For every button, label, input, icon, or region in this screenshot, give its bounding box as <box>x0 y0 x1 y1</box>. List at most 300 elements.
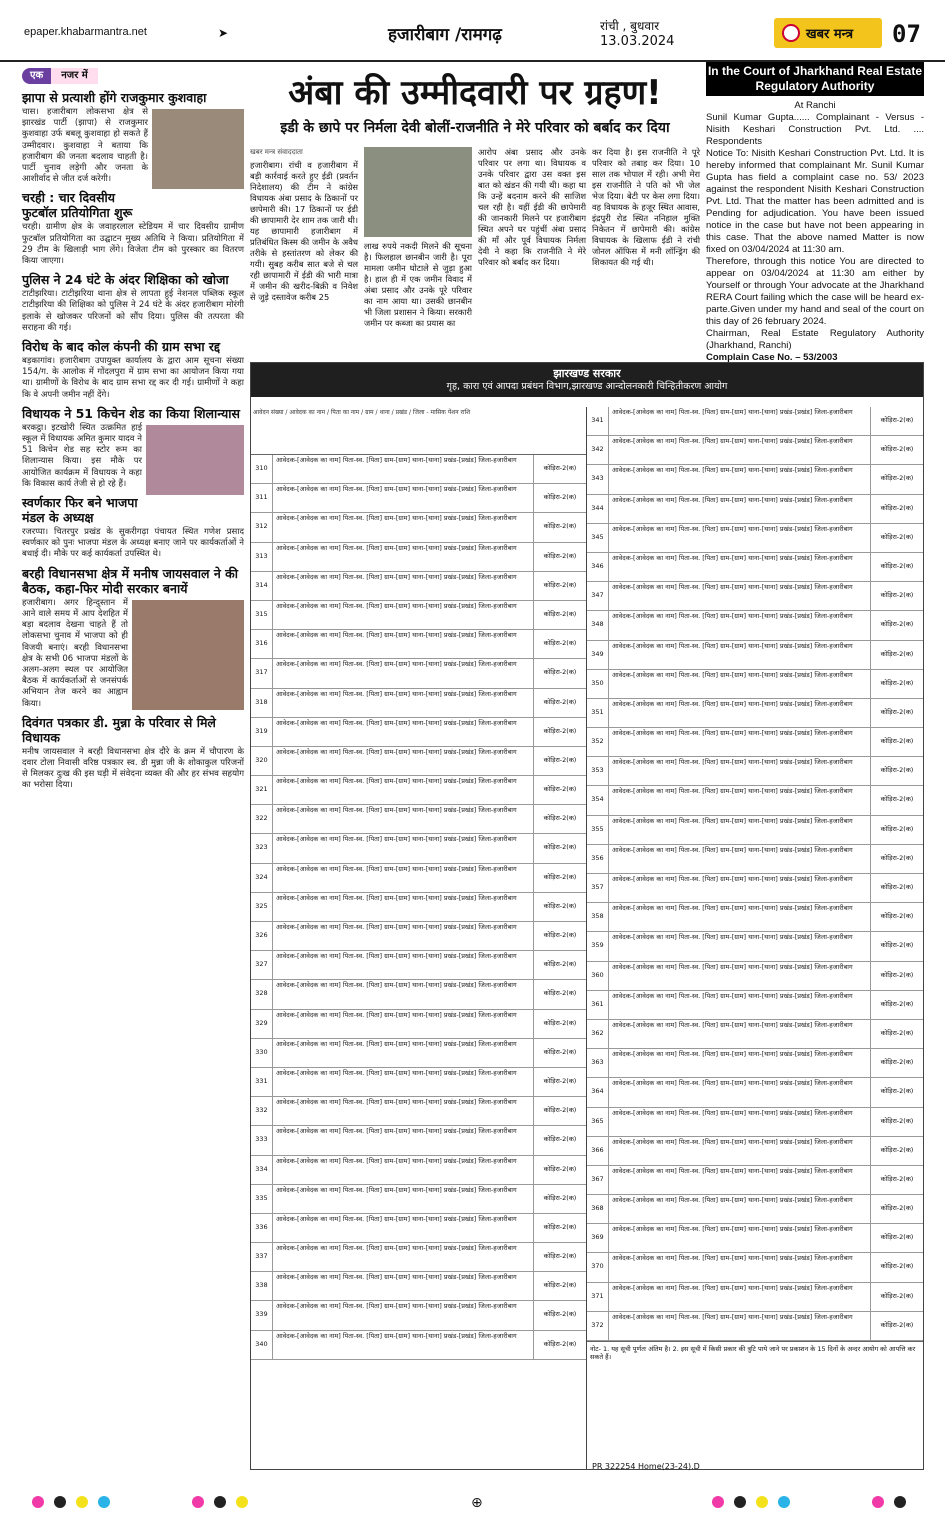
row-serial: 315 <box>251 601 273 629</box>
cmyk-dot <box>756 1496 768 1508</box>
row-details: आवेदक-[आवेदक का नाम] पिता-स्व. [पिता] ग्राम-[ग्राम] थाना-[थाना] प्रखंड-[प्रखंड] जिला-हजारीबाग <box>273 1156 534 1184</box>
story-headline: विधायक ने 51 किचेन शेड का किया शिलान्यास <box>22 405 240 421</box>
row-amount: कोड़िरा-2(क) <box>880 1291 914 1300</box>
table-row <box>251 659 586 688</box>
lead-text: हजारीबाग। रांची व हजारीबाग में बड़ी कार्रवाई करते हुए ईडी (प्रवर्तन निदेशालय) की टीम ने कांग्रेस विधायक अंबा प्रसाद के ठिकानों पर छापेमारी की। 17 ठिकानों पर ईडी की छापामारी देर शाम तक जारी थी। यह छापामारी हजारीबाग में प्रतिबंधित किस्म की जमीन के अवैध तरीके से हस्तांतरण को लेकर की गयी। सुबह करीब सात बजे से चल रही छापामारी में ईडी की भारी मात्रा में जमीन की खरीद-बिक्री व निवेश से जुड़े दस्तावेज करीब 25 <box>250 160 358 302</box>
row-serial: 366 <box>587 1137 609 1165</box>
row-serial: 371 <box>587 1283 609 1311</box>
table-row <box>587 932 923 961</box>
date-label: 13.03.2024 <box>600 34 675 49</box>
row-amount: कोड़िरा-2(क) <box>543 1339 577 1348</box>
row-serial: 311 <box>251 484 273 512</box>
govt-department: गृह, कारा एवं आपदा प्रबंधन विभाग,झारखण्ड आन्दोलनकारी चिन्हितीकरण आयोग <box>446 381 728 392</box>
row-serial: 325 <box>251 893 273 921</box>
table-row <box>587 816 923 845</box>
table-row <box>587 611 923 640</box>
row-amount: कोड़िरा-2(क) <box>880 474 914 483</box>
newspaper-logo <box>774 18 882 48</box>
row-amount: कोड़िरा-2(क) <box>543 931 577 939</box>
table-row <box>251 601 586 630</box>
row-details: आवेदक-[आवेदक का नाम] पिता-स्व. [पिता] ग्राम-[ग्राम] थाना-[थाना] प्रखंड-[प्रखंड] जिला-हजारीबाग <box>273 543 534 571</box>
row-serial: 317 <box>251 659 273 687</box>
row-serial: 335 <box>251 1185 273 1213</box>
row-amount: कोड़िरा-2(क) <box>880 883 914 891</box>
row-details: आवेदक-[आवेदक का नाम] पिता-स्व. [पिता] ग्राम-[ग्राम] थाना-[थाना] प्रखंड-[प्रखंड] जिला-हजारीबाग <box>273 659 534 687</box>
row-details: आवेदक-[आवेदक का नाम] पिता-स्व. [पिता] ग्राम-[ग्राम] थाना-[थाना] प्रखंड-[प्रखंड] जिला-हजारीबाग <box>273 513 534 541</box>
table-row <box>587 1166 923 1195</box>
row-amount: कोड़िरा-2(क) <box>543 697 577 706</box>
row-details: आवेदक-[आवेदक का नाम] पिता-स्व. [पिता] ग्राम-[ग्राम] थाना-[थाना] प्रखंड-[प्रखंड] जिला-हजारीबाग <box>273 1243 534 1271</box>
notice-parties: Sunil Kumar Gupta...... Complainant - Versus - Nisith Keshari Construction Pvt. Ltd. .... Respondents <box>706 112 924 147</box>
row-amount: कोड़िरा-2(क) <box>543 639 577 648</box>
row-amount: कोड़िरा-2(क) <box>880 824 914 833</box>
table-row <box>587 728 923 757</box>
row-amount: कोड़िरा-2(क) <box>543 551 577 560</box>
row-details: आवेदक-[आवेदक का नाम] पिता-स्व. [पिता] ग्राम-[ग्राम] थाना-[थाना] प्रखंड-[प्रखंड] जिला-हजारीबाग <box>609 816 871 844</box>
table-row <box>587 1020 923 1049</box>
row-amount: कोड़िरा-2(क) <box>880 416 914 424</box>
table-row <box>587 436 923 465</box>
story-body: बड़कागांव। हजारीबाग उपायुक्त कार्यालय के द्वारा आम सूचना संख्या 154/ग. के आलोक में गोंदलपुरा में ग्राम सभा का आयोजन किया गया था। ग्रामीणों के विरोध के बाद ग्राम सभा रद्द कर दी गई। ग्रामीणों ने कहा कि वे अपनी जमीन नहीं देंगे। <box>22 356 244 400</box>
notice-signature: Chairman, Real Estate Regulatory Authority (Jharkhand, Ranchi) <box>706 328 924 351</box>
table-row <box>587 1195 923 1224</box>
row-serial: 351 <box>587 699 609 727</box>
row-details: आवेदक-[आवेदक का नाम] पिता-स्व. [पिता] ग्राम-[ग्राम] थाना-[थाना] प्रखंड-[प्रखंड] जिला-हजारीबाग <box>609 845 871 873</box>
row-amount: कोड़िरा-2(क) <box>543 785 577 794</box>
row-details: आवेदक-[आवेदक का नाम] पिता-स्व. [पिता] ग्राम-[ग्राम] थाना-[थाना] प्रखंड-[प्रखंड] जिला-हजारीबाग <box>273 630 534 658</box>
row-amount: कोड़िरा-2(क) <box>880 532 914 541</box>
row-amount: कोड़िरा-2(क) <box>543 1106 577 1115</box>
row-details: आवेदक-[आवेदक का नाम] पिता-स्व. [पिता] ग्राम-[ग्राम] थाना-[थाना] प्रखंड-[प्रखंड] जिला-हजारीबाग <box>609 1078 871 1106</box>
row-details: आवेदक-[आवेदक का नाम] पिता-स्व. [पिता] ग्राम-[ग्राम] थाना-[थाना] प्रखंड-[प्रखंड] जिला-हजारीबाग <box>273 455 534 483</box>
news-photo <box>132 600 244 710</box>
row-serial: 326 <box>251 922 273 950</box>
row-amount: कोड़िरा-2(क) <box>543 989 577 998</box>
lead-columns <box>250 147 700 329</box>
table-row <box>251 484 586 513</box>
row-serial: 324 <box>251 864 273 892</box>
row-serial: 342 <box>587 436 609 464</box>
court-notice <box>706 62 924 363</box>
table-row <box>587 1137 923 1166</box>
cmyk-dot <box>778 1496 790 1508</box>
row-serial: 341 <box>587 407 609 435</box>
table-row <box>251 1010 586 1039</box>
row-details: आवेदक-[आवेदक का नाम] पिता-स्व. [पिता] ग्राम-[ग्राम] थाना-[थाना] प्रखंड-[प्रखंड] जिला-हजारीबाग <box>273 980 534 1008</box>
table-row <box>587 582 923 611</box>
table-row <box>587 641 923 670</box>
story-body: मनीष जायसवाल ने बरही विधानसभा क्षेत्र दौरे के क्रम में चौपारण के दवार टोला निवासी वरिष्ठ पत्रकार स्व. डी मुन्ना जी के शोकाकुल परिजनों से मिलकर दुःख की इस घड़ी में संवेदना व्यक्त की और हर संभव सहयोग का भरोसा दिया। <box>22 746 244 791</box>
row-amount: कोड़िरा-2(क) <box>880 1087 914 1096</box>
row-serial: 310 <box>251 455 273 483</box>
row-amount: कोड़िरा-2(क) <box>543 1047 577 1056</box>
row-amount: कोड़िरा-2(क) <box>880 503 914 512</box>
table-row <box>251 1301 586 1330</box>
cmyk-dot <box>872 1496 884 1508</box>
table-row <box>587 991 923 1020</box>
row-amount: कोड़िरा-2(क) <box>543 843 577 852</box>
lead-story <box>250 66 700 356</box>
row-amount: कोड़िरा-2(क) <box>880 649 914 658</box>
section-label: नजर में <box>51 68 98 83</box>
table-row <box>587 962 923 991</box>
row-amount: कोड़िरा-2(क) <box>880 1320 914 1329</box>
table-row <box>587 1312 923 1341</box>
lead-text: कर दिया है। इस राजनीति ने पूरे परिवार को तबाह कर दिया। 10 साल तक भोपाल में रही। अभी मेरा इस राजनीति ने पति को भी जेल भेज दिया। बेटी पर केस लगा दिया। वह विधायक के हजूर स्थित आवास, इंद्रपुरी रोड स्थित ननिहाल मुक्ति निकेतन में छापेमारी की। कांग्रेस विधायक के खिलाफ ईडी ने रांची जोनल ऑफिस में मनी लॉन्ड्रिंग की शिकायत की गई थी। <box>592 147 700 267</box>
row-amount: कोड़िरा-2(क) <box>880 1262 914 1271</box>
row-amount: कोड़िरा-2(क) <box>880 999 914 1008</box>
row-details: आवेदक-[आवेदक का नाम] पिता-स्व. [पिता] ग्राम-[ग्राम] थाना-[थाना] प्रखंड-[प्रखंड] जिला-हजारीबाग <box>609 962 871 990</box>
row-serial: 346 <box>587 553 609 581</box>
row-details: आवेदक-[आवेदक का नाम] पिता-स्व. [पिता] ग्राम-[ग्राम] थाना-[थाना] प्रखंड-[प्रखंड] जिला-हजारीबाग <box>609 1253 871 1281</box>
row-amount: कोड़िरा-2(क) <box>880 707 914 716</box>
row-amount: कोड़िरा-2(क) <box>880 591 914 600</box>
government-notice <box>250 362 924 1470</box>
row-serial: 353 <box>587 757 609 785</box>
row-amount: कोड़िरा-2(क) <box>880 737 914 746</box>
cmyk-dot <box>54 1496 66 1508</box>
row-details: आवेदक-[आवेदक का नाम] पिता-स्व. [पिता] ग्राम-[ग्राम] थाना-[थाना] प्रखंड-[प्रखंड] जिला-हजारीबाग <box>609 524 871 552</box>
row-serial: 362 <box>587 1020 609 1048</box>
brief-story <box>22 566 244 710</box>
cmyk-dot <box>734 1496 746 1508</box>
row-amount: कोड़िरा-2(क) <box>880 766 914 775</box>
row-amount: कोड़िरा-2(क) <box>880 1028 914 1037</box>
row-details: आवेदक-[आवेदक का नाम] पिता-स्व. [पिता] ग्राम-[ग्राम] थाना-[थाना] प्रखंड-[प्रखंड] जिला-हजारीबाग <box>273 747 534 775</box>
row-amount: कोड़िरा-2(क) <box>880 1233 914 1242</box>
row-serial: 329 <box>251 1010 273 1038</box>
row-serial: 370 <box>587 1253 609 1281</box>
row-details: आवेदक-[आवेदक का नाम] पिता-स्व. [पिता] ग्राम-[ग्राम] थाना-[थाना] प्रखंड-[प्रखंड] जिला-हजारीबाग <box>609 1224 871 1252</box>
row-serial: 320 <box>251 747 273 775</box>
table-row <box>251 1039 586 1068</box>
row-serial: 316 <box>251 630 273 658</box>
row-details: आवेदक-[आवेदक का नाम] पिता-स्व. [पिता] ग्राम-[ग्राम] थाना-[थाना] प्रखंड-[प्रखंड] जिला-हजारीबाग <box>609 1137 871 1165</box>
row-amount: कोड़िरा-2(क) <box>880 561 914 570</box>
cmyk-dot <box>192 1496 204 1508</box>
row-amount: कोड़िरा-2(क) <box>543 493 577 502</box>
row-serial: 356 <box>587 845 609 873</box>
row-amount: कोड़िरा-2(क) <box>543 901 577 910</box>
row-amount: कोड़िरा-2(क) <box>543 609 577 618</box>
row-details: आवेदक-[आवेदक का नाम] पिता-स्व. [पिता] ग्राम-[ग्राम] थाना-[थाना] प्रखंड-[प्रखंड] जिला-हजारीबाग <box>273 834 534 862</box>
row-details: आवेदक-[आवेदक का नाम] पिता-स्व. [पिता] ग्राम-[ग्राम] थाना-[थाना] प्रखंड-[प्रखंड] जिला-हजारीबाग <box>609 670 871 698</box>
crosshair-icon: ⊕ <box>471 1495 483 1511</box>
row-serial: 352 <box>587 728 609 756</box>
brief-story <box>22 90 244 185</box>
table-row <box>251 718 586 747</box>
row-serial: 337 <box>251 1243 273 1271</box>
row-details: आवेदक-[आवेदक का नाम] पिता-स्व. [पिता] ग्राम-[ग्राम] थाना-[थाना] प्रखंड-[प्रखंड] जिला-हजारीबाग <box>273 1039 534 1067</box>
row-serial: 338 <box>251 1272 273 1300</box>
row-serial: 322 <box>251 805 273 833</box>
row-amount: कोड़िरा-2(क) <box>880 1204 914 1213</box>
row-serial: 312 <box>251 513 273 541</box>
row-serial: 314 <box>251 572 273 600</box>
row-amount: कोड़िरा-2(क) <box>543 580 577 589</box>
row-details: आवेदक-[आवेदक का नाम] पिता-स्व. [पिता] ग्राम-[ग्राम] थाना-[थाना] प्रखंड-[प्रखंड] जिला-हजारीबाग <box>273 1097 534 1125</box>
row-details: आवेदक-[आवेदक का नाम] पिता-स्व. [पिता] ग्राम-[ग्राम] थाना-[थाना] प्रखंड-[प्रखंड] जिला-हजारीबाग <box>609 903 871 931</box>
row-amount: कोड़िरा-2(क) <box>880 1145 914 1154</box>
row-amount: कोड़िरा-2(क) <box>543 814 577 823</box>
row-serial: 348 <box>587 611 609 639</box>
table-row <box>251 1185 586 1214</box>
day-label: रांची , बुधवार <box>600 19 660 33</box>
row-amount: कोड़िरा-2(क) <box>543 1310 577 1319</box>
site-url[interactable]: epaper.khabarmantra.net <box>24 26 147 38</box>
row-amount: कोड़िरा-2(क) <box>880 1116 914 1125</box>
row-serial: 318 <box>251 689 273 717</box>
row-serial: 368 <box>587 1195 609 1223</box>
row-details: आवेदक-[आवेदक का नाम] पिता-स्व. [पिता] ग्राम-[ग्राम] थाना-[थाना] प्रखंड-[प्रखंड] जिला-हजारीबाग <box>273 951 534 979</box>
table-row <box>587 670 923 699</box>
row-serial: 330 <box>251 1039 273 1067</box>
row-details: आवेदक-[आवेदक का नाम] पिता-स्व. [पिता] ग्राम-[ग्राम] थाना-[थाना] प्रखंड-[प्रखंड] जिला-हजारीबाग <box>609 436 871 464</box>
row-serial: 364 <box>587 1078 609 1106</box>
row-amount: कोड़िरा-2(क) <box>543 755 577 764</box>
story-body: बरकट्ठा। इटखोरी स्थित उत्क्रमित हाई स्कूल में विधायक अमित कुमार यादव ने 51 किचेन शेड सह स्टोर रूम का शिलान्यास किया। इस मौके पर आयोजित कार्यक्रम में विधायक ने कहा कि विकास कार्य तेजी से हो रहे हैं। <box>22 422 142 489</box>
row-amount: कोड़िरा-2(क) <box>543 668 577 677</box>
row-details: आवेदक-[आवेदक का नाम] पिता-स्व. [पिता] ग्राम-[ग्राम] थाना-[थाना] प्रखंड-[प्रखंड] जिला-हजारीबाग <box>609 932 871 960</box>
page-number: 07 <box>892 20 921 48</box>
row-details: आवेदक-[आवेदक का नाम] पिता-स्व. [पिता] ग्राम-[ग्राम] थाना-[थाना] प्रखंड-[प्रखंड] जिला-हजारीबाग <box>609 407 871 435</box>
row-amount: कोड़िरा-2(क) <box>880 1174 914 1183</box>
city-title: हजारीबाग /रामगढ़ <box>388 25 502 45</box>
news-in-brief-column <box>22 66 244 1471</box>
row-amount: कोड़िरा-2(क) <box>880 853 914 862</box>
row-details: आवेदक-[आवेदक का नाम] पिता-स्व. [पिता] ग्राम-[ग्राम] थाना-[थाना] प्रखंड-[प्रखंड] जिला-हजारीबाग <box>609 1049 871 1077</box>
table-row <box>251 805 586 834</box>
row-serial: 360 <box>587 962 609 990</box>
row-details: आवेदक-[आवेदक का नाम] पिता-स्व. [पिता] ग्राम-[ग्राम] थाना-[थाना] प्रखंड-[प्रखंड] जिला-हजारीबाग <box>609 757 871 785</box>
beneficiary-table-left <box>251 407 587 1469</box>
row-details: आवेदक-[आवेदक का नाम] पिता-स्व. [पिता] ग्राम-[ग्राम] थाना-[थाना] प्रखंड-[प्रखंड] जिला-हजारीबाग <box>609 1312 871 1340</box>
lead-headline: अंबा की उम्मीदवारी पर ग्रहण! <box>288 73 662 113</box>
row-details: आवेदक-[आवेदक का नाम] पिता-स्व. [पिता] ग्राम-[ग्राम] थाना-[थाना] प्रखंड-[प्रखंड] जिला-हजारीबाग <box>273 1010 534 1038</box>
table-row <box>251 893 586 922</box>
row-amount: कोड़िरा-2(क) <box>543 1252 577 1261</box>
row-details: आवेदक-[आवेदक का नाम] पिता-स्व. [पिता] ग्राम-[ग्राम] थाना-[थाना] प्रखंड-[प्रखंड] जिला-हजारीबाग <box>609 465 871 493</box>
row-serial: 347 <box>587 582 609 610</box>
table-row <box>251 776 586 805</box>
table-row <box>587 407 923 436</box>
brief-story <box>22 715 244 792</box>
row-details: आवेदक-[आवेदक का नाम] पिता-स्व. [पिता] ग्राम-[ग्राम] थाना-[थाना] प्रखंड-[प्रखंड] जिला-हजारीबाग <box>609 699 871 727</box>
table-row <box>251 1243 586 1272</box>
table-row <box>587 874 923 903</box>
table-row <box>587 495 923 524</box>
brief-story <box>22 495 244 561</box>
row-amount: कोड़िरा-2(क) <box>880 678 914 687</box>
table-row <box>251 1272 586 1301</box>
story-headline: पुलिस ने 24 घंटे के अंदर शिक्षिका को खोजा <box>22 272 229 288</box>
cmyk-dot <box>894 1496 906 1508</box>
beneficiary-table-right <box>587 407 923 1469</box>
row-details: आवेदक-[आवेदक का नाम] पिता-स्व. [पिता] ग्राम-[ग्राम] थाना-[थाना] प्रखंड-[प्रखंड] जिला-हजारीबाग <box>273 572 534 600</box>
row-amount: कोड़िरा-2(क) <box>880 970 914 979</box>
row-serial: 359 <box>587 932 609 960</box>
beneficiary-tables <box>251 407 923 1469</box>
table-row <box>251 513 586 542</box>
row-amount: कोड़िरा-2(क) <box>543 1164 577 1173</box>
table-row <box>251 980 586 1009</box>
row-serial: 344 <box>587 495 609 523</box>
dateline <box>600 18 674 50</box>
row-serial: 350 <box>587 670 609 698</box>
row-serial: 333 <box>251 1126 273 1154</box>
row-details: आवेदक-[आवेदक का नाम] पिता-स्व. [पिता] ग्राम-[ग्राम] थाना-[थाना] प्रखंड-[प्रखंड] जिला-हजारीबाग <box>609 991 871 1019</box>
story-headline: दिवंगत पत्रकार डी. मुन्ना के परिवार से मिले विधायक <box>22 714 216 745</box>
section-tag <box>22 66 244 86</box>
table-row <box>251 543 586 572</box>
row-serial: 345 <box>587 524 609 552</box>
story-body: रजरप्पा। चितरपुर प्रखंड के सुकरीगढ़ा पंचायत स्थित गणेश प्रसाद स्वर्णकार को पुनः भाजपा मंडल के अध्यक्ष बनाए जाने पर कार्यकर्ताओं ने बधाई दी। मौके पर कई कार्यकर्ता उपस्थित थे। <box>22 527 244 560</box>
row-serial: 369 <box>587 1224 609 1252</box>
table-row <box>587 1049 923 1078</box>
row-serial: 331 <box>251 1068 273 1096</box>
logo-emblem-icon <box>782 24 800 42</box>
table-row <box>587 903 923 932</box>
row-serial: 361 <box>587 991 609 1019</box>
table-row <box>251 747 586 776</box>
row-serial: 343 <box>587 465 609 493</box>
row-amount: कोड़िरा-2(क) <box>543 1018 577 1027</box>
table-row <box>251 455 586 484</box>
table-row <box>251 1331 586 1360</box>
row-amount: कोड़िरा-2(क) <box>880 620 914 629</box>
story-body: हजारीबाग। अगर हिन्दुस्तान में आने वाले समय में आप देशहित में बड़ा बदलाव देखना चाहते हैं तो लोकसभा चुनाव में भाजपा को ही विजयी बनाएं। बरही विधानसभा क्षेत्र के सभी 06 भाजपा मंडलों के अलग-अलग स्थल पर आयोजित बैठक में कार्यकर्ताओं से जनसंपर्क अभियान तेज करने का आह्वान किया। <box>22 597 128 709</box>
row-amount: कोड़िरा-2(क) <box>543 1076 577 1085</box>
cmyk-dot <box>32 1496 44 1508</box>
pr-number: PR 322254 Home(23-24).D <box>592 1462 700 1471</box>
row-serial: 313 <box>251 543 273 571</box>
row-details: आवेदक-[आवेदक का नाम] पिता-स्व. [पिता] ग्राम-[ग्राम] थाना-[थाना] प्रखंड-[प्रखंड] जिला-हजारीबाग <box>273 1331 534 1359</box>
row-serial: 357 <box>587 874 609 902</box>
row-details: आवेदक-[आवेदक का नाम] पिता-स्व. [पिता] ग्राम-[ग्राम] थाना-[थाना] प्रखंड-[प्रखंड] जिला-हजारीबाग <box>609 553 871 581</box>
row-details: आवेदक-[आवेदक का नाम] पिता-स्व. [पिता] ग्राम-[ग्राम] थाना-[थाना] प्रखंड-[प्रखंड] जिला-हजारीबाग <box>609 1283 871 1311</box>
brief-story <box>22 406 244 490</box>
story-headline: बरही विधानसभा क्षेत्र में मनीष जायसवाल ने की बैठक, कहा-फिर मोदी सरकार बनायें <box>22 565 238 596</box>
lead-subheadline: इडी के छापे पर निर्मला देवी बोलीं-राजनीति ने मेरे परिवार को बर्बाद कर दिया <box>280 120 670 136</box>
notice-body: Notice To: Nisith Keshari Construction Pvt. Ltd. It is hereby informed that complainant Mr. Sunil Kumar Gupta has field a complaint case no. 53/ 2023 against the respondent Nisith Keshari Construction Pvt. Ltd. That the matter has been admitted and is Pending for adjudication. You have been issued notice in the case but have not been appearing in this case. That the above named Matter is now fixed on 03/04/2024 at 11:30 am. <box>706 148 924 255</box>
row-details: आवेदक-[आवेदक का नाम] पिता-स्व. [पिता] ग्राम-[ग्राम] थाना-[थाना] प्रखंड-[प्रखंड] जिला-हजारीबाग <box>273 1272 534 1300</box>
cmyk-dot <box>712 1496 724 1508</box>
story-headline: विरोध के बाद कोल कंपनी की ग्राम सभा रद्द <box>22 339 221 355</box>
row-details: आवेदक-[आवेदक का नाम] पिता-स्व. [पिता] ग्राम-[ग्राम] थाना-[थाना] प्रखंड-[प्रखंड] जिला-हजारीबाग <box>609 1166 871 1194</box>
section-badge: एक <box>22 68 51 83</box>
cmyk-dot <box>236 1496 248 1508</box>
row-serial: 367 <box>587 1166 609 1194</box>
row-amount: कोड़िरा-2(क) <box>543 1222 577 1231</box>
row-details: आवेदक-[आवेदक का नाम] पिता-स्व. [पिता] ग्राम-[ग्राम] थाना-[थाना] प्रखंड-[प्रखंड] जिला-हजारीबाग <box>609 495 871 523</box>
table-row <box>251 1214 586 1243</box>
table-row <box>587 1078 923 1107</box>
row-details: आवेदक-[आवेदक का नाम] पिता-स्व. [पिता] ग्राम-[ग्राम] थाना-[थाना] प्रखंड-[प्रखंड] जिला-हजारीबाग <box>273 805 534 833</box>
row-serial: 354 <box>587 786 609 814</box>
table-row <box>251 922 586 951</box>
table-row <box>587 699 923 728</box>
cmyk-dot <box>76 1496 88 1508</box>
lead-column <box>250 147 358 329</box>
story-body: चास। हजारीबाग लोकसभा क्षेत्र से झारखंड पार्टी (झापा) से राजकुमार कुशवाहा उर्फ बबलू कुशवाहा हो सकते हैं उम्मीदवार। कुशवाहा ने बताया कि हजारीबाग की जनता बदलाव चाहती है। पार्टी चुनाव लड़ेगी और जनता के आशीर्वाद से जीत दर्ज करेगी। <box>22 107 148 185</box>
row-details: आवेदक-[आवेदक का नाम] पिता-स्व. [पिता] ग्राम-[ग्राम] थाना-[थाना] प्रखंड-[प्रखंड] जिला-हजारीबाग <box>609 874 871 902</box>
news-photo <box>146 425 244 495</box>
table-row <box>587 1253 923 1282</box>
lead-column <box>478 147 586 329</box>
row-details: आवेदक-[आवेदक का नाम] पिता-स्व. [पिता] ग्राम-[ग्राम] थाना-[थाना] प्रखंड-[प्रखंड] जिला-हजारीबाग <box>273 718 534 746</box>
row-serial: 332 <box>251 1097 273 1125</box>
row-serial: 334 <box>251 1156 273 1184</box>
row-serial: 323 <box>251 834 273 862</box>
story-headline: झापा से प्रत्याशी होंगे राजकुमार कुशवाहा <box>22 90 207 105</box>
story-body: टाटीझरिया। टाटीझरिया थाना क्षेत्र से लापता हुई नेशनल पब्लिक स्कूल टाटीझरिया की शिक्षिका को पुलिस ने 24 घंटे के अंदर हजारीबाग मोरंगी इलाके से खोजकर परिजनों को सौंप दिया। पुलिस की तत्परता की सराहना की गई। <box>22 289 244 333</box>
row-details: आवेदक-[आवेदक का नाम] पिता-स्व. [पिता] ग्राम-[ग्राम] थाना-[थाना] प्रखंड-[प्रखंड] जिला-हजारीबाग <box>273 1126 534 1154</box>
row-details: आवेदक-[आवेदक का नाम] पिता-स्व. [पिता] ग्राम-[ग्राम] थाना-[थाना] प्रखंड-[प्रखंड] जिला-हजारीबाग <box>609 1195 871 1223</box>
story-headline: स्वर्णकार फिर बने भाजपा मंडल के अध्यक्ष <box>22 495 138 526</box>
row-serial: 339 <box>251 1301 273 1329</box>
notice-body: Therefore, through this notice You are directed to appear on 03/04/2024 at 11:30 am either by Yourself or through Your advocate at the Jharkhand RERA Court failing which the case will be heard ex-parte.Given under my hand and seal of the court on this day of 26 february 2024. <box>706 256 924 327</box>
table-row <box>587 1108 923 1137</box>
row-amount: कोड़िरा-2(क) <box>543 464 577 472</box>
row-details: आवेदक-[आवेदक का नाम] पिता-स्व. [पिता] ग्राम-[ग्राम] थाना-[थाना] प्रखंड-[प्रखंड] जिला-हजारीबाग <box>609 786 871 814</box>
table-row <box>587 553 923 582</box>
lead-photo <box>364 147 472 237</box>
story-body: चरही। ग्रामीण क्षेत्र के जवाहरलाल स्टेडियम में चार दिवसीय ग्रामीण फुटबॉल प्रतियोगिता का उद्घाटन मुख्य अतिथि ने किया। प्रतियोगिता में 29 टीम के खिलाड़ी भाग लेंगे। विजेता टीम को पुरस्कार का वितरण किया जाएगा। <box>22 222 244 267</box>
row-serial: 358 <box>587 903 609 931</box>
govt-title: झारखण्ड सरकार <box>553 367 621 380</box>
table-row <box>587 524 923 553</box>
row-serial: 328 <box>251 980 273 1008</box>
row-amount: कोड़िरा-2(क) <box>880 1058 914 1067</box>
table-row <box>587 786 923 815</box>
row-serial: 319 <box>251 718 273 746</box>
row-details: आवेदक-[आवेदक का नाम] पिता-स्व. [पिता] ग्राम-[ग्राम] थाना-[थाना] प्रखंड-[प्रखंड] जिला-हजारीबाग <box>273 893 534 921</box>
row-serial: 372 <box>587 1312 609 1340</box>
row-details: आवेदक-[आवेदक का नाम] पिता-स्व. [पिता] ग्राम-[ग्राम] थाना-[थाना] प्रखंड-[प्रखंड] जिला-हजारीबाग <box>273 864 534 892</box>
row-amount: कोड़िरा-2(क) <box>543 1281 577 1290</box>
table-row <box>251 1068 586 1097</box>
row-serial: 321 <box>251 776 273 804</box>
table-footnote: नोट- 1. यह सूची पूर्णतः अंतिम है। 2. इस सूची में किसी प्रकार की त्रुटि पाये जाने पर प्रकाशन के 15 दिनों के अन्दर आयोग को आपत्ति कर सकते हैं। <box>587 1341 923 1364</box>
table-row <box>587 1283 923 1312</box>
brief-story <box>22 190 244 267</box>
table-row <box>587 465 923 494</box>
brief-story <box>22 339 244 401</box>
table-row <box>251 1156 586 1185</box>
row-details: आवेदक-[आवेदक का नाम] पिता-स्व. [पिता] ग्राम-[ग्राम] थाना-[थाना] प्रखंड-[प्रखंड] जिला-हजारीबाग <box>273 1068 534 1096</box>
lead-text: आरोप अंबा प्रसाद और उनके परिवार पर लगा था। विधायक व उनके परिवार द्वारा उस वक्त इस बात को खंडन की गयी थी। कहा था कि उन्हें बदनाम करने की साजिश चल रही है। वहीं ईडी की छापेमारी की जानकारी मिलने पर हजारीबाग स्थित अपने घर पहुंचीं अंबा प्रसाद की माँ और पूर्व विधायक निर्मला देवी ने कहा कि राजनीति ने मेरे परिवार को बर्बाद कर दिया। <box>478 147 586 267</box>
row-serial: 355 <box>587 816 609 844</box>
row-details: आवेदक-[आवेदक का नाम] पिता-स्व. [पिता] ग्राम-[ग्राम] थाना-[थाना] प्रखंड-[प्रखंड] जिला-हजारीबाग <box>273 1214 534 1242</box>
lead-column <box>592 147 700 329</box>
row-details: आवेदक-[आवेदक का नाम] पिता-स्व. [पिता] ग्राम-[ग्राम] थाना-[थाना] प्रखंड-[प्रखंड] जिला-हजारीबाग <box>609 641 871 669</box>
table-row <box>587 1224 923 1253</box>
story-headline: चरही : चार दिवसीय फुटबॉल प्रतियोगिता शुरू <box>22 190 133 221</box>
table-row <box>587 845 923 874</box>
cmyk-dot <box>98 1496 110 1508</box>
row-amount: कोड़िरा-2(क) <box>543 872 577 881</box>
masthead <box>0 0 945 62</box>
row-details: आवेदक-[आवेदक का नाम] पिता-स्व. [पिता] ग्राम-[ग्राम] थाना-[थाना] प्रखंड-[प्रखंड] जिला-हजारीबाग <box>273 484 534 512</box>
row-details: आवेदक-[आवेदक का नाम] पिता-स्व. [पिता] ग्राम-[ग्राम] थाना-[थाना] प्रखंड-[प्रखंड] जिला-हजारीबाग <box>273 922 534 950</box>
row-amount: कोड़िरा-2(क) <box>880 912 914 921</box>
table-row <box>251 951 586 980</box>
row-details: आवेदक-[आवेदक का नाम] पिता-स्व. [पिता] ग्राम-[ग्राम] थाना-[थाना] प्रखंड-[प्रखंड] जिला-हजारीबाग <box>609 728 871 756</box>
govt-header <box>251 363 923 397</box>
table-row <box>587 757 923 786</box>
row-serial: 363 <box>587 1049 609 1077</box>
row-details: आवेदक-[आवेदक का नाम] पिता-स्व. [पिता] ग्राम-[ग्राम] थाना-[थाना] प्रखंड-[प्रखंड] जिला-हजारीबाग <box>273 1301 534 1329</box>
